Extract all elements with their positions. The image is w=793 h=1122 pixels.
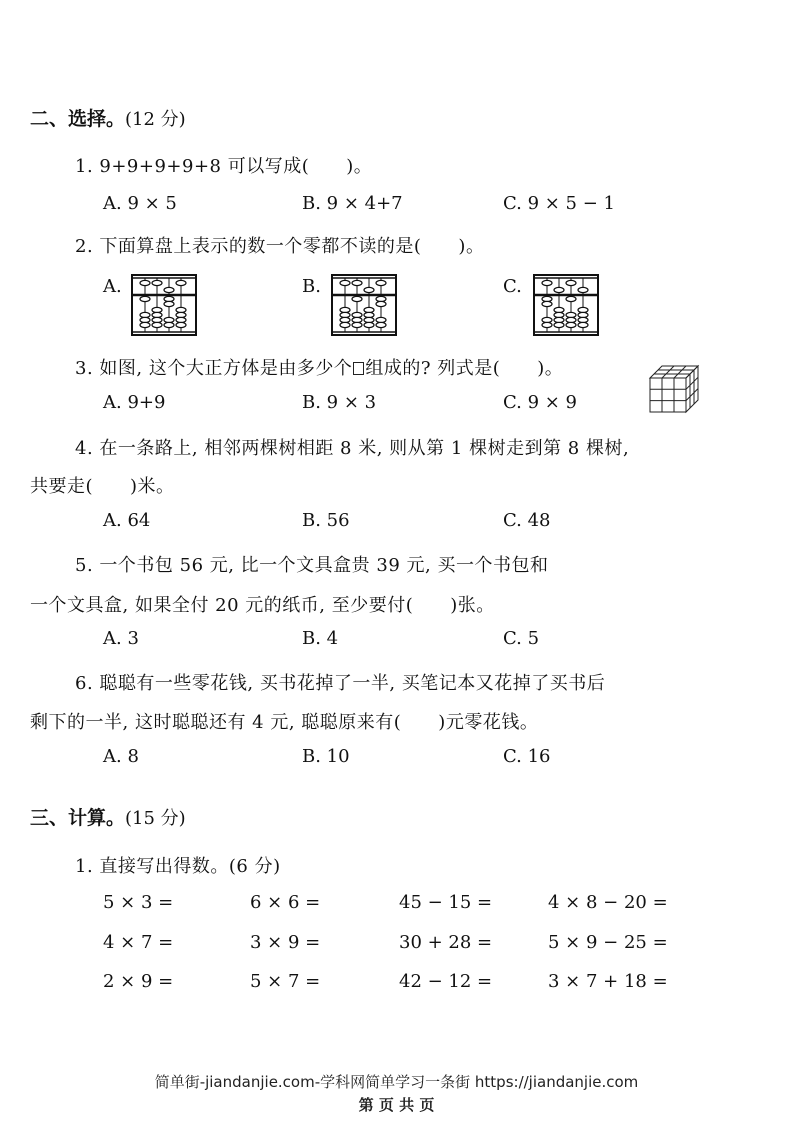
- question-6-stem-line-2: 剩下的一半, 这时聪聪还有 4 元, 聪聪原来有( )元零花钱。: [30, 712, 539, 733]
- abacus-b-image: [331, 274, 397, 336]
- question-6-option-c: C. 16: [503, 746, 551, 767]
- calc-item: 42 − 12 =: [399, 971, 493, 992]
- section-2-score: (12 分): [125, 109, 186, 130]
- question-6-option-a: A. 8: [103, 746, 139, 767]
- question-2-option-c: C.: [503, 276, 522, 297]
- abacus-a-image: [131, 274, 197, 336]
- question-1-option-c: C. 9 × 5 − 1: [503, 193, 615, 214]
- question-3-stem: [75, 354, 563, 380]
- calc-item: 2 × 9 =: [103, 971, 174, 992]
- section-3-heading: [30, 803, 186, 830]
- question-1-option-a: A. 9 × 5: [103, 193, 177, 214]
- calc-item: 5 × 7 =: [250, 971, 321, 992]
- calc-item: 4 × 8 − 20 =: [548, 892, 668, 913]
- question-3-option-b: B. 9 × 3: [302, 392, 377, 413]
- section-3-score: (15 分): [125, 808, 186, 829]
- question-3-option-a: A. 9+9: [103, 392, 166, 413]
- question-4-stem-line-2: 共要走( )米。: [30, 476, 175, 497]
- large-cube-figure: [648, 364, 700, 414]
- question-5-option-b: B. 4: [302, 628, 339, 649]
- small-cube-icon: [353, 362, 364, 375]
- question-6-stem-line-1: 6. 聪聪有一些零花钱, 买书花掉了一半, 买笔记本又花掉了买书后: [75, 673, 606, 694]
- section-2-heading: [30, 104, 186, 131]
- question-5-option-c: C. 5: [503, 628, 540, 649]
- question-2-option-b: B.: [302, 276, 321, 297]
- calc-item: 6 × 6 =: [250, 892, 321, 913]
- question-3-option-c: C. 9 × 9: [503, 392, 578, 413]
- question-2-stem: 2. 下面算盘上表示的数一个零都不读的是( )。: [75, 236, 485, 257]
- abacus-c-image: [533, 274, 599, 336]
- calc-item: 45 − 15 =: [399, 892, 493, 913]
- footer-source: 简单街-jiandanjie.com-学科网简单学习一条街 https://jiandanjie.com: [154, 1073, 639, 1091]
- calc-item: 3 × 7 + 18 =: [548, 971, 668, 992]
- question-4-option-c: C. 48: [503, 510, 551, 531]
- calc-subsection-1-title: 1. 直接写出得数。(6 分): [75, 856, 281, 877]
- question-3-stem-part-b: 组成的? 列式是( )。: [365, 358, 564, 379]
- question-4-stem-line-1: 4. 在一条路上, 相邻两棵树相距 8 米, 则从第 1 棵树走到第 8 棵树,: [75, 438, 630, 459]
- question-5-stem-line-1: 5. 一个书包 56 元, 比一个文具盒贵 39 元, 买一个书包和: [75, 555, 549, 576]
- question-3-stem-part-a: 3. 如图, 这个大正方体是由多少个: [75, 358, 353, 379]
- calc-item: 5 × 3 =: [103, 892, 174, 913]
- question-4-option-b: B. 56: [302, 510, 350, 531]
- question-5-stem-line-2: 一个文具盒, 如果全付 20 元的纸币, 至少要付( )张。: [30, 595, 495, 616]
- question-1-option-b: B. 9 × 4+7: [302, 193, 403, 214]
- question-1-stem: 1. 9+9+9+9+8 可以写成( )。: [75, 156, 373, 177]
- calc-item: 4 × 7 =: [103, 932, 174, 953]
- footer-page-number: 第 页 共 页: [358, 1096, 435, 1114]
- question-4-option-a: A. 64: [103, 510, 151, 531]
- section-2-title: 二、选择。: [30, 108, 126, 130]
- question-5-option-a: A. 3: [103, 628, 139, 649]
- calc-item: 5 × 9 − 25 =: [548, 932, 668, 953]
- calc-item: 3 × 9 =: [250, 932, 321, 953]
- calc-item: 30 + 28 =: [399, 932, 493, 953]
- question-6-option-b: B. 10: [302, 746, 350, 767]
- section-3-title: 三、计算。: [30, 807, 126, 829]
- question-2-option-a: A.: [103, 276, 122, 297]
